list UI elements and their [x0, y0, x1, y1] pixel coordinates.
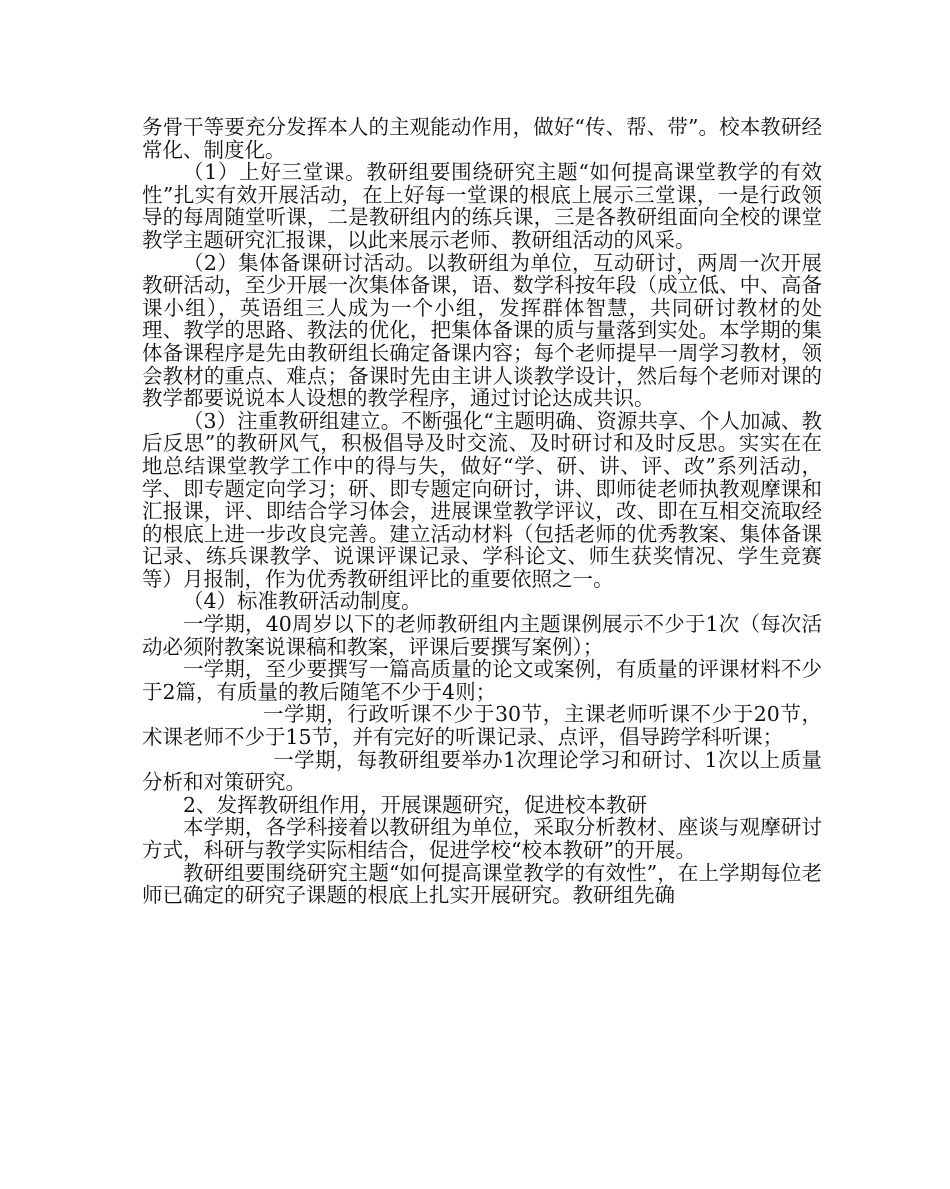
paragraph-research-group-building: （3）注重教研组建立。不断强化“主题明确、资源共享、个人加减、教后反思”的教研风气，积极倡导及时交流、及时研讨和及时反思。实实在在地总结课堂教学工作中的得与失，做好“学、研、讲、评、改”系列活动，学、即专题定向学习；研、即专题定向研讨，讲、即师徒老师执教观摩课和汇报课，评、即结合学习体会，进展课堂教学评议，改、即在互相交流取经的根底上进一步改良完善。建立活动材料（包括老师的优秀教案、集体备课记录、练兵课教学、说课评课记录、学科论文、师生获奖情况、学生竞赛等）月报制，作为优秀教研组评比的重要依照之一。 — [142, 408, 822, 591]
paragraph-activity-standard: （4）标准教研活动制度。 — [183, 589, 422, 614]
paragraph-three-lessons: （1）上好三堂课。教研组要围绕研究主题“如何提高课堂教学的有效性”扎实有效开展活动，在上好每一堂课的根底上展示三堂课，一是行政领导的每周随堂听课，二是教研组内的练兵课，三是各教研组面向全校的课堂教学主题研究汇报课，以此来展示老师、教研组活动的风采。 — [142, 160, 822, 252]
paragraph-collective-lesson-prep: （2）集体备课研讨活动。以教研组为单位，互动研讨，两周一次开展教研活动，至少开展一次集体备课，语、数学科按年段（成立低、中、高备课小组），英语组三人成为一个小组，发挥群体智慧，共同研讨教材的处理、教学的思路、教法的优化，把集体备课的质与量落到实处。本学期的集体备课程序是先由教研组长确定备课内容；每个老师提早一周学习教材，领会教材的重点、难点；备课时先由主讲人谈教学设计，然后每个老师对课的教学都要说说本人设想的教学程序，通过讨论达成共识。 — [142, 250, 822, 411]
paragraph-rule-theory-study: 一学期，每教研组要举办1次理论学习和研讨、1次以上质量分析和对策研究。 — [142, 747, 822, 795]
document-page — [142, 116, 822, 907]
section-heading-research: 2、发挥教研组作用，开展课题研究，促进校本教研 — [183, 792, 648, 817]
paragraph-research-topic: 教研组要围绕研究主题“如何提高课堂教学的有效性”，在上学期每位老师已确定的研究子课题的根底上扎实开展研究。教研组先确 — [142, 860, 822, 908]
paragraph-semester-research: 本学期，各学科接着以教研组为单位，采取分析教材、座谈与观摩研讨方式，科研与教学实际相结合，促进学校“校本教研”的开展。 — [142, 815, 822, 862]
paragraph-continuation: 务骨干等要充分发挥本人的主观能动作用，做好“传、帮、带”。校本教研经常化、制度化。 — [142, 115, 822, 162]
paragraph-rule-lesson-observation: 一学期，行政听课不少于30节，主课老师听课不少于20节，术课老师不少于15节，并有完好的听课记录、点评，倡导跨学科听课； — [142, 702, 822, 750]
paragraph-rule-demo-lesson: 一学期，40周岁以下的老师教研组内主题课例展示不少于1次（每次活动必须附教案说课稿和教案，评课后要撰写案例）； — [142, 612, 822, 659]
paragraph-rule-papers: 一学期，至少要撰写一篇高质量的论文或案例，有质量的评课材料不少于2篇，有质量的教后随笔不少于4则； — [142, 657, 822, 704]
